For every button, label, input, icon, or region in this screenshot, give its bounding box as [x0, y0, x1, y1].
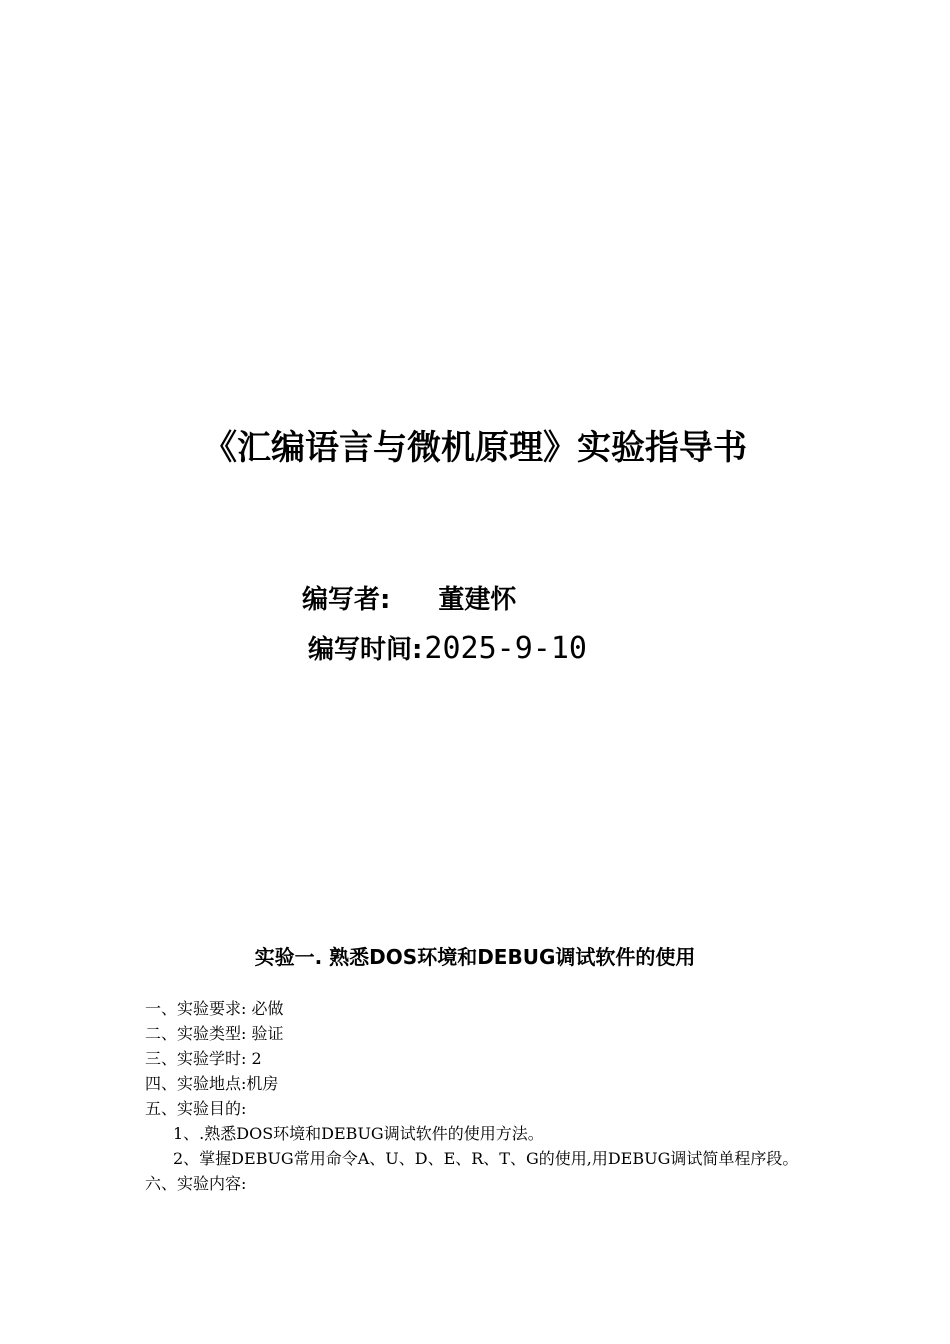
- author-name: 董建怀: [438, 585, 517, 615]
- date-row: [308, 626, 587, 672]
- document-title: 《汇编语言与微机原理》实验指导书: [203, 428, 747, 468]
- type-line: 二、实验类型: 验证: [145, 1024, 284, 1043]
- objective-item: 1、.熟悉DOS环境和DEBUG调试软件的使用方法。: [173, 1124, 544, 1143]
- location-line: 四、实验地点:机房: [145, 1074, 279, 1093]
- date-value: 2025-9-10: [424, 631, 587, 666]
- hours-line: 三、实验学时: 2: [145, 1049, 262, 1068]
- content-heading: 六、实验内容:: [145, 1174, 247, 1193]
- requirement-line: 一、实验要求: 必做: [145, 999, 284, 1018]
- author-row: [302, 580, 516, 620]
- objective-item: 2、掌握DEBUG常用命令A、U、D、E、R、T、G的使用,用DEBUG调试简单程序段。: [173, 1149, 799, 1168]
- experiment-body: [145, 996, 810, 1196]
- author-label: 编写者:: [302, 585, 391, 615]
- date-label: 编写时间:: [308, 635, 423, 665]
- experiment-title: 实验一. 熟悉DOS环境和DEBUG调试软件的使用: [254, 945, 696, 969]
- objective-heading: 五、实验目的:: [145, 1099, 247, 1118]
